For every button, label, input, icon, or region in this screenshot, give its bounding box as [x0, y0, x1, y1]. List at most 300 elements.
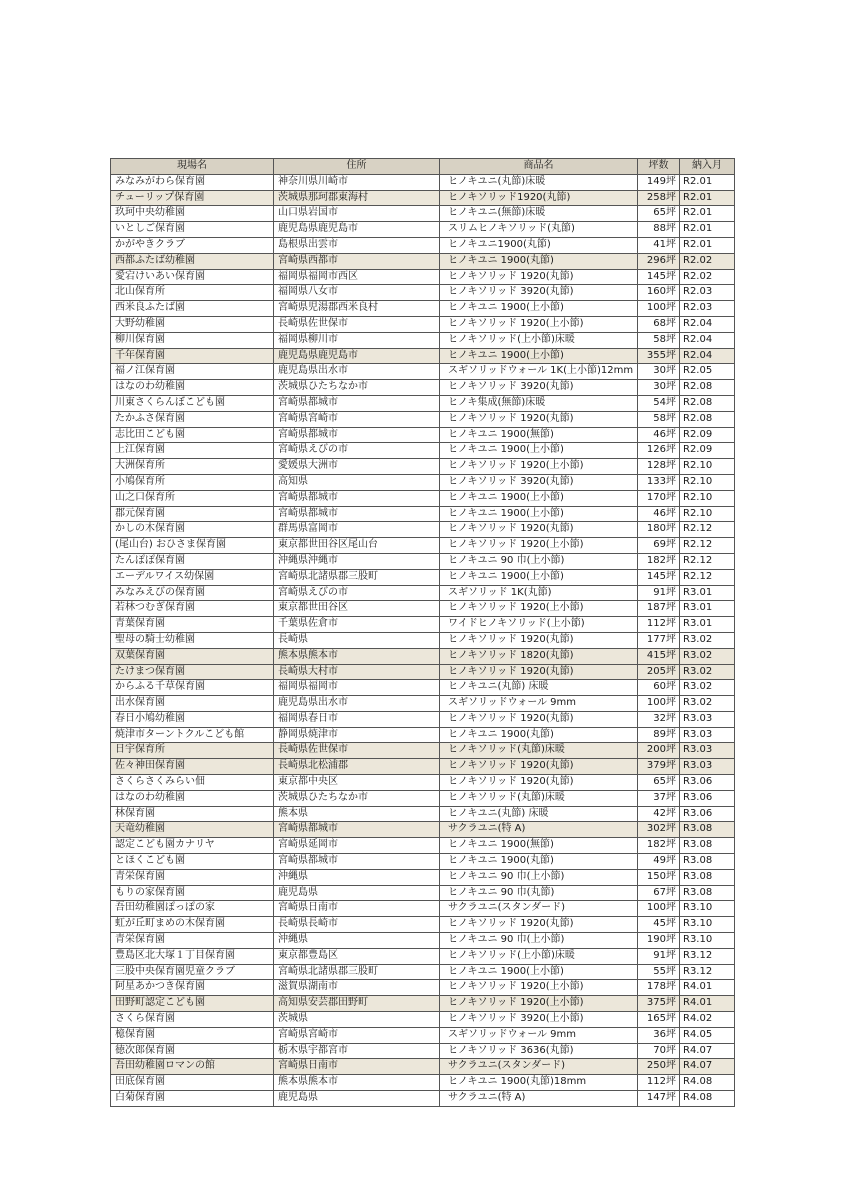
product-name-cell: ヒノキ集成(無節)床暖	[440, 395, 638, 411]
address-cell: 宮崎県北諸県郡三股町	[274, 964, 440, 980]
product-name-cell: ヒノキユニ 1900(上小節)	[440, 490, 638, 506]
tsubo-cell: 100坪	[638, 696, 680, 712]
tsubo-cell: 70坪	[638, 1043, 680, 1059]
site-name-cell: 三股中央保育園児童クラブ	[111, 964, 274, 980]
delivery-month-cell: R3.01	[680, 601, 735, 617]
tsubo-cell: 182坪	[638, 553, 680, 569]
table-row	[111, 553, 735, 569]
site-name-cell: みなみえびの保育園	[111, 585, 274, 601]
site-name-cell: もりの家保育園	[111, 885, 274, 901]
address-cell: 長崎県佐世保市	[274, 316, 440, 332]
table-row	[111, 869, 735, 885]
table-row	[111, 380, 735, 396]
delivery-month-cell: R2.02	[680, 269, 735, 285]
site-name-cell: 川東さくらんぼこども園	[111, 395, 274, 411]
tsubo-cell: 296坪	[638, 253, 680, 269]
site-name-cell: 双葉保育園	[111, 648, 274, 664]
address-cell: 熊本県熊本市	[274, 1075, 440, 1091]
address-cell: 茨城県ひたちなか市	[274, 790, 440, 806]
delivery-month-cell: R2.03	[680, 285, 735, 301]
tsubo-cell: 165坪	[638, 1012, 680, 1028]
table-row	[111, 490, 735, 506]
address-cell: 鹿児島県	[274, 1091, 440, 1107]
product-name-cell: ヒノキユニ 1900(無節)	[440, 838, 638, 854]
address-cell: 山口県岩国市	[274, 206, 440, 222]
address-cell: 宮崎県延岡市	[274, 838, 440, 854]
tsubo-cell: 302坪	[638, 822, 680, 838]
table-row	[111, 648, 735, 664]
product-name-cell: ヒノキユニ 1900(丸節)	[440, 727, 638, 743]
address-cell: 沖縄県沖縄市	[274, 553, 440, 569]
site-name-cell: 日宇保育所	[111, 743, 274, 759]
address-cell: 鹿児島県	[274, 885, 440, 901]
delivery-month-cell: R3.08	[680, 885, 735, 901]
address-cell: 宮崎県えびの市	[274, 443, 440, 459]
table-row	[111, 1075, 735, 1091]
tsubo-cell: 170坪	[638, 490, 680, 506]
site-name-cell: 千年保育園	[111, 348, 274, 364]
delivery-month-cell: R2.01	[680, 237, 735, 253]
product-name-cell: スギソリッド 1K(丸節)	[440, 585, 638, 601]
tsubo-cell: 379坪	[638, 759, 680, 775]
header-tsubo: 坪数	[638, 159, 680, 175]
site-name-cell: 豊島区北大塚１丁目保育園	[111, 948, 274, 964]
table-row	[111, 680, 735, 696]
tsubo-cell: 60坪	[638, 680, 680, 696]
table-row	[111, 1012, 735, 1028]
table-row	[111, 237, 735, 253]
delivery-month-cell: R3.08	[680, 838, 735, 854]
tsubo-cell: 112坪	[638, 1075, 680, 1091]
tsubo-cell: 258坪	[638, 190, 680, 206]
site-name-cell: はなのわ幼稚園	[111, 790, 274, 806]
site-name-cell: 田底保育園	[111, 1075, 274, 1091]
address-cell: 栃木県宇都宮市	[274, 1043, 440, 1059]
tsubo-cell: 68坪	[638, 316, 680, 332]
site-name-cell: 徳次郎保育園	[111, 1043, 274, 1059]
table-row	[111, 948, 735, 964]
product-name-cell: ヒノキソリッド 1920(上小節)	[440, 316, 638, 332]
table-row	[111, 253, 735, 269]
address-cell: 熊本県	[274, 806, 440, 822]
address-cell: 宮崎県児湯郡西米良村	[274, 301, 440, 317]
site-name-cell: 吾田幼稚園ロマンの館	[111, 1059, 274, 1075]
address-cell: 静岡県焼津市	[274, 727, 440, 743]
site-name-cell: たかふさ保育園	[111, 411, 274, 427]
product-name-cell: ヒノキソリッド 3920(上小節)	[440, 1012, 638, 1028]
tsubo-cell: 178坪	[638, 980, 680, 996]
delivery-month-cell: R4.05	[680, 1027, 735, 1043]
product-name-cell: ヒノキソリッド(上小節)床暖	[440, 332, 638, 348]
header-delivery-month: 納入月	[680, 159, 735, 175]
table-row	[111, 443, 735, 459]
delivery-month-cell: R2.01	[680, 222, 735, 238]
site-name-cell: 春日小鳩幼稚園	[111, 711, 274, 727]
tsubo-cell: 145坪	[638, 269, 680, 285]
delivery-month-cell: R2.10	[680, 474, 735, 490]
site-name-cell: 檍保育園	[111, 1027, 274, 1043]
product-name-cell: ヒノキユニ 1900(上小節)	[440, 301, 638, 317]
product-name-cell: ヒノキソリッド 1820(丸節)	[440, 648, 638, 664]
delivery-month-cell: R3.03	[680, 743, 735, 759]
product-name-cell: ヒノキユニ(丸節)床暖	[440, 174, 638, 190]
tsubo-cell: 415坪	[638, 648, 680, 664]
table-body	[111, 174, 735, 1106]
tsubo-cell: 55坪	[638, 964, 680, 980]
product-name-cell: ヒノキソリッド 1920(丸節)	[440, 411, 638, 427]
address-cell: 高知県安芸郡田野町	[274, 996, 440, 1012]
delivery-month-cell: R3.01	[680, 617, 735, 633]
site-name-cell: 白菊保育園	[111, 1091, 274, 1107]
product-name-cell: ヒノキソリッド 1920(丸節)	[440, 664, 638, 680]
site-name-cell: 大野幼稚園	[111, 316, 274, 332]
table-row	[111, 711, 735, 727]
site-name-cell: 認定こども園カナリヤ	[111, 838, 274, 854]
product-name-cell: サクラユニ(特 A)	[440, 1091, 638, 1107]
tsubo-cell: 375坪	[638, 996, 680, 1012]
address-cell: 神奈川県川崎市	[274, 174, 440, 190]
address-cell: 熊本県熊本市	[274, 648, 440, 664]
table-row	[111, 759, 735, 775]
product-name-cell: ヒノキユニ 1900(上小節)	[440, 964, 638, 980]
tsubo-cell: 250坪	[638, 1059, 680, 1075]
product-name-cell: ヒノキユニ 1900(丸節)18mm	[440, 1075, 638, 1091]
table-row	[111, 696, 735, 712]
address-cell: 鹿児島県鹿児島市	[274, 222, 440, 238]
product-name-cell: ヒノキユニ 1900(上小節)	[440, 443, 638, 459]
delivery-month-cell: R2.10	[680, 490, 735, 506]
product-name-cell: ヒノキソリッド(上小節)床暖	[440, 948, 638, 964]
address-cell: 茨城県ひたちなか市	[274, 380, 440, 396]
site-name-cell: 阿星あかつき保育園	[111, 980, 274, 996]
tsubo-cell: 150坪	[638, 869, 680, 885]
site-name-cell: かがやきクラブ	[111, 237, 274, 253]
table-row	[111, 775, 735, 791]
product-name-cell: ヒノキユニ 1900(丸節)	[440, 253, 638, 269]
product-name-cell: ヒノキソリッド(丸節)床暖	[440, 743, 638, 759]
table-row	[111, 395, 735, 411]
site-name-cell: 田野町認定こども園	[111, 996, 274, 1012]
address-cell: 沖縄県	[274, 933, 440, 949]
address-cell: 長崎県北松浦郡	[274, 759, 440, 775]
product-name-cell: ヒノキユニ 90 巾(丸節)	[440, 885, 638, 901]
product-name-cell: スギソリッドウォール 9mm	[440, 1027, 638, 1043]
product-name-cell: ヒノキユニ 1900(上小節)	[440, 506, 638, 522]
table-row	[111, 901, 735, 917]
table-row	[111, 727, 735, 743]
address-cell: 宮崎県日南市	[274, 1059, 440, 1075]
address-cell: 宮崎県えびの市	[274, 585, 440, 601]
delivery-month-cell: R3.06	[680, 806, 735, 822]
site-name-cell: いとしご保育園	[111, 222, 274, 238]
address-cell: 宮崎県日南市	[274, 901, 440, 917]
product-name-cell: スギソリッドウォール 1K(上小節)12mm	[440, 364, 638, 380]
product-name-cell: ヒノキソリッド 1920(上小節)	[440, 996, 638, 1012]
site-name-cell: 聖母の騎士幼稚園	[111, 632, 274, 648]
table-row	[111, 206, 735, 222]
delivery-month-cell: R2.04	[680, 348, 735, 364]
tsubo-cell: 177坪	[638, 632, 680, 648]
product-name-cell: ヒノキソリッド1920(丸節)	[440, 190, 638, 206]
site-name-cell: 玖珂中央幼稚園	[111, 206, 274, 222]
address-cell: 沖縄県	[274, 869, 440, 885]
delivery-month-cell: R3.06	[680, 775, 735, 791]
product-name-cell: ヒノキユニ(無節)床暖	[440, 206, 638, 222]
address-cell: 愛媛県大洲市	[274, 459, 440, 475]
site-name-cell: 大洲保育所	[111, 459, 274, 475]
delivery-month-cell: R2.12	[680, 538, 735, 554]
tsubo-cell: 42坪	[638, 806, 680, 822]
delivery-month-cell: R2.10	[680, 506, 735, 522]
table-row	[111, 838, 735, 854]
table-row	[111, 316, 735, 332]
product-name-cell: ヒノキソリッド 3920(丸節)	[440, 474, 638, 490]
delivery-month-cell: R2.04	[680, 316, 735, 332]
tsubo-cell: 65坪	[638, 206, 680, 222]
table-row	[111, 743, 735, 759]
tsubo-cell: 133坪	[638, 474, 680, 490]
product-name-cell: サクラユニ(スタンダード)	[440, 901, 638, 917]
tsubo-cell: 67坪	[638, 885, 680, 901]
delivery-month-cell: R4.01	[680, 980, 735, 996]
table-row	[111, 301, 735, 317]
product-name-cell: ヒノキソリッド(丸節)床暖	[440, 790, 638, 806]
tsubo-cell: 147坪	[638, 1091, 680, 1107]
tsubo-cell: 91坪	[638, 948, 680, 964]
tsubo-cell: 126坪	[638, 443, 680, 459]
address-cell: 島根県出雲市	[274, 237, 440, 253]
address-cell: 鹿児島県鹿児島市	[274, 348, 440, 364]
site-name-cell: 西米良ふたば園	[111, 301, 274, 317]
site-name-cell: さくらさくみらい佃	[111, 775, 274, 791]
delivery-month-cell: R2.09	[680, 443, 735, 459]
site-name-cell: みなみがわら保育園	[111, 174, 274, 190]
table-row	[111, 474, 735, 490]
address-cell: 千葉県佐倉市	[274, 617, 440, 633]
delivery-month-cell: R3.10	[680, 901, 735, 917]
address-cell: 鹿児島県出水市	[274, 364, 440, 380]
address-cell: 鹿児島県出水市	[274, 696, 440, 712]
address-cell: 福岡県柳川市	[274, 332, 440, 348]
delivery-month-cell: R4.08	[680, 1075, 735, 1091]
site-name-cell: 青栄保育園	[111, 933, 274, 949]
site-name-cell: 西都ふたば幼稚園	[111, 253, 274, 269]
table-row	[111, 569, 735, 585]
tsubo-cell: 32坪	[638, 711, 680, 727]
product-name-cell: ヒノキユニ 90 巾(上小節)	[440, 933, 638, 949]
delivery-month-cell: R2.10	[680, 459, 735, 475]
delivery-records-table	[110, 158, 735, 1107]
site-name-cell: 青葉保育園	[111, 617, 274, 633]
tsubo-cell: 91坪	[638, 585, 680, 601]
tsubo-cell: 46坪	[638, 506, 680, 522]
table-row	[111, 522, 735, 538]
site-name-cell: 焼津市ターントクルこども館	[111, 727, 274, 743]
delivery-month-cell: R3.12	[680, 964, 735, 980]
delivery-month-cell: R3.02	[680, 696, 735, 712]
product-name-cell: ヒノキユニ 1900(上小節)	[440, 569, 638, 585]
header-address: 住所	[274, 159, 440, 175]
tsubo-cell: 58坪	[638, 332, 680, 348]
table-row	[111, 964, 735, 980]
delivery-month-cell: R2.12	[680, 553, 735, 569]
delivery-month-cell: R4.07	[680, 1043, 735, 1059]
delivery-month-cell: R2.02	[680, 253, 735, 269]
tsubo-cell: 100坪	[638, 301, 680, 317]
site-name-cell: かしの木保育園	[111, 522, 274, 538]
address-cell: 福岡県八女市	[274, 285, 440, 301]
product-name-cell: ヒノキソリッド 3636(丸節)	[440, 1043, 638, 1059]
product-name-cell: ヒノキソリッド 1920(上小節)	[440, 538, 638, 554]
site-name-cell: 天竜幼稚園	[111, 822, 274, 838]
tsubo-cell: 88坪	[638, 222, 680, 238]
table-row	[111, 411, 735, 427]
tsubo-cell: 355坪	[638, 348, 680, 364]
delivery-month-cell: R2.12	[680, 522, 735, 538]
table-row	[111, 1059, 735, 1075]
product-name-cell: サクラユニ(スタンダード)	[440, 1059, 638, 1075]
address-cell: 高知県	[274, 474, 440, 490]
product-name-cell: ヒノキソリッド 1920(上小節)	[440, 601, 638, 617]
delivery-month-cell: R4.01	[680, 996, 735, 1012]
table-row	[111, 601, 735, 617]
table-row	[111, 332, 735, 348]
delivery-month-cell: R3.12	[680, 948, 735, 964]
tsubo-cell: 112坪	[638, 617, 680, 633]
site-name-cell: チューリップ保育園	[111, 190, 274, 206]
address-cell: 東京都世田谷区尾山台	[274, 538, 440, 554]
tsubo-cell: 160坪	[638, 285, 680, 301]
product-name-cell: ヒノキソリッド 1920(丸節)	[440, 917, 638, 933]
tsubo-cell: 89坪	[638, 727, 680, 743]
delivery-month-cell: R3.08	[680, 822, 735, 838]
tsubo-cell: 69坪	[638, 538, 680, 554]
table-row	[111, 854, 735, 870]
delivery-month-cell: R3.02	[680, 664, 735, 680]
address-cell: 東京都世田谷区	[274, 601, 440, 617]
delivery-month-cell: R3.06	[680, 790, 735, 806]
delivery-month-cell: R2.01	[680, 206, 735, 222]
product-name-cell: ヒノキソリッド 1920(丸節)	[440, 632, 638, 648]
address-cell: 宮崎県都城市	[274, 427, 440, 443]
header-product-name: 商品名	[440, 159, 638, 175]
address-cell: 群馬県富岡市	[274, 522, 440, 538]
table-row	[111, 917, 735, 933]
site-name-cell: はなのわ幼稚園	[111, 380, 274, 396]
address-cell: 長崎県大村市	[274, 664, 440, 680]
site-name-cell: たんぽぽ保育園	[111, 553, 274, 569]
delivery-month-cell: R2.12	[680, 569, 735, 585]
site-name-cell: 若林つむぎ保育園	[111, 601, 274, 617]
address-cell: 宮崎県都城市	[274, 822, 440, 838]
table-row	[111, 348, 735, 364]
delivery-month-cell: R2.08	[680, 380, 735, 396]
site-name-cell: からふる千草保育園	[111, 680, 274, 696]
site-name-cell: 志比田こども園	[111, 427, 274, 443]
address-cell: 宮崎県北諸県郡三股町	[274, 569, 440, 585]
delivery-month-cell: R3.02	[680, 632, 735, 648]
site-name-cell: 福ノ江保育園	[111, 364, 274, 380]
site-name-cell: 上江保育園	[111, 443, 274, 459]
product-name-cell: ヒノキソリッド 1920(丸節)	[440, 711, 638, 727]
table-row	[111, 1091, 735, 1107]
product-name-cell: ヒノキユニ 1900(丸節)	[440, 854, 638, 870]
address-cell: 長崎県長崎市	[274, 917, 440, 933]
delivery-month-cell: R2.09	[680, 427, 735, 443]
site-name-cell: さくら保育園	[111, 1012, 274, 1028]
tsubo-cell: 205坪	[638, 664, 680, 680]
product-name-cell: ヒノキユニ(丸節) 床暖	[440, 806, 638, 822]
product-name-cell: ヒノキソリッド 1920(上小節)	[440, 980, 638, 996]
product-name-cell: スリムヒノキソリッド(丸節)	[440, 222, 638, 238]
site-name-cell: 小鳩保育所	[111, 474, 274, 490]
tsubo-cell: 100坪	[638, 901, 680, 917]
product-name-cell: サクラユニ(特 A)	[440, 822, 638, 838]
site-name-cell: 出水保育園	[111, 696, 274, 712]
address-cell: 宮崎県都城市	[274, 506, 440, 522]
address-cell: 宮崎県都城市	[274, 490, 440, 506]
table-row	[111, 427, 735, 443]
product-name-cell: ヒノキユニ 1900(無節)	[440, 427, 638, 443]
tsubo-cell: 187坪	[638, 601, 680, 617]
delivery-month-cell: R3.03	[680, 759, 735, 775]
address-cell: 長崎県佐世保市	[274, 743, 440, 759]
tsubo-cell: 41坪	[638, 237, 680, 253]
tsubo-cell: 46坪	[638, 427, 680, 443]
table-row	[111, 506, 735, 522]
delivery-month-cell: R3.08	[680, 869, 735, 885]
tsubo-cell: 58坪	[638, 411, 680, 427]
table-row	[111, 538, 735, 554]
product-name-cell: ヒノキソリッド 3920(丸節)	[440, 285, 638, 301]
table-row	[111, 806, 735, 822]
tsubo-cell: 149坪	[638, 174, 680, 190]
table-row	[111, 933, 735, 949]
table-row	[111, 174, 735, 190]
delivery-month-cell: R3.10	[680, 933, 735, 949]
delivery-month-cell: R3.02	[680, 648, 735, 664]
product-name-cell: ヒノキユニ 90 巾(上小節)	[440, 869, 638, 885]
address-cell: 宮崎県都城市	[274, 854, 440, 870]
delivery-month-cell: R3.03	[680, 711, 735, 727]
address-cell: 宮崎県西都市	[274, 253, 440, 269]
table-row	[111, 664, 735, 680]
site-name-cell: 愛宕けいあい保育園	[111, 269, 274, 285]
table-row	[111, 364, 735, 380]
table-row	[111, 1027, 735, 1043]
table-row	[111, 885, 735, 901]
site-name-cell: 北山保育所	[111, 285, 274, 301]
delivery-month-cell: R4.02	[680, 1012, 735, 1028]
address-cell: 福岡県春日市	[274, 711, 440, 727]
delivery-month-cell: R3.10	[680, 917, 735, 933]
tsubo-cell: 49坪	[638, 854, 680, 870]
table-row	[111, 285, 735, 301]
tsubo-cell: 180坪	[638, 522, 680, 538]
site-name-cell: とほくこども園	[111, 854, 274, 870]
product-name-cell: ヒノキユニ 90 巾(上小節)	[440, 553, 638, 569]
table-row	[111, 822, 735, 838]
tsubo-cell: 145坪	[638, 569, 680, 585]
site-name-cell: (尾山台) おひさま保育園	[111, 538, 274, 554]
address-cell: 宮崎県宮崎市	[274, 1027, 440, 1043]
tsubo-cell: 182坪	[638, 838, 680, 854]
tsubo-cell: 65坪	[638, 775, 680, 791]
table-row	[111, 996, 735, 1012]
table-row	[111, 632, 735, 648]
table-row	[111, 222, 735, 238]
address-cell: 茨城県那珂郡東海村	[274, 190, 440, 206]
